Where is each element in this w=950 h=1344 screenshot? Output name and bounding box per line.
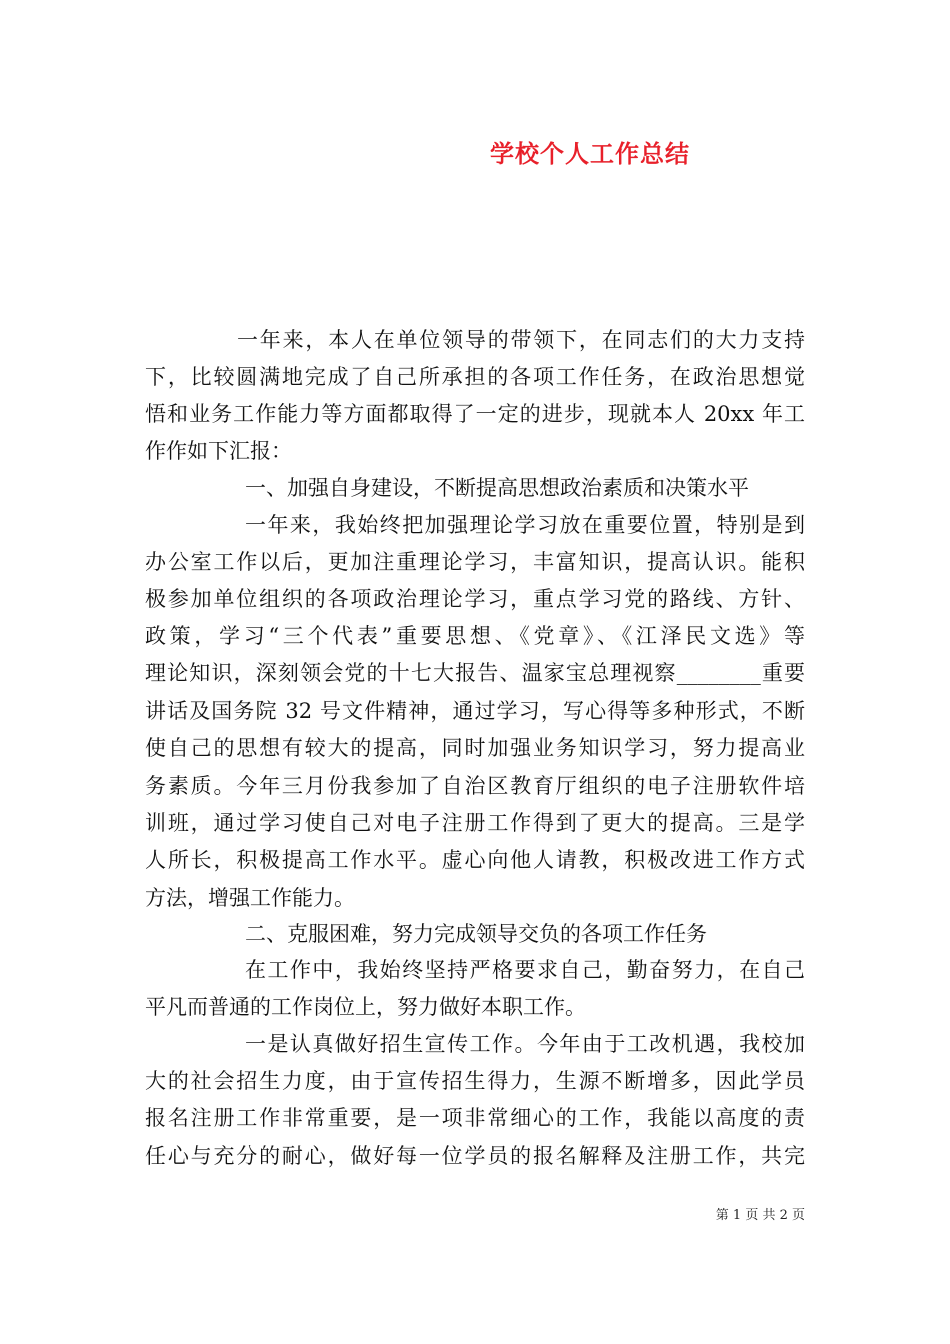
- section-heading: 一、加强自身建设，不断提高思想政治素质和决策水平: [245, 476, 749, 500]
- paragraph-line: 大的社会招生力度，由于宣传招生得力，生源不断增多，因此学员: [145, 1069, 805, 1093]
- paragraph-line: 方法，增强工作能力。: [145, 886, 355, 910]
- paragraph-line: 政策，学习“三个代表”重要思想、《党章》、《江泽民文选》等: [145, 624, 805, 648]
- paragraph-line: 办公室工作以后，更加注重理论学习，丰富知识，提高认识。能积: [145, 550, 805, 574]
- paragraph-line: 理论知识，深刻领会党的十七大报告、温家宝总理视察________重要: [145, 661, 805, 685]
- paragraph-line: 下，比较圆满地完成了自己所承担的各项工作任务，在政治思想觉: [145, 365, 805, 389]
- section-heading: 二、克服困难，努力完成领导交负的各项工作任务: [245, 922, 707, 946]
- paragraph-line: 报名注册工作非常重要，是一项非常细心的工作，我能以高度的责: [145, 1106, 805, 1130]
- paragraph-line: 一是认真做好招生宣传工作。今年由于工改机遇，我校加: [245, 1032, 805, 1056]
- paragraph-line: 一年来，本人在单位领导的带领下，在同志们的大力支持: [237, 328, 805, 352]
- paragraph-line: 作作如下汇报：: [145, 439, 292, 463]
- paragraph-line: 极参加单位组织的各项政治理论学习，重点学习党的路线、方针、: [145, 587, 805, 611]
- paragraph-line: 任心与充分的耐心，做好每一位学员的报名解释及注册工作，共完: [145, 1144, 805, 1168]
- paragraph-line: 人所长，积极提高工作水平。虚心向他人请教，积极改进工作方式: [145, 848, 805, 872]
- paragraph-line: 在工作中，我始终坚持严格要求自己，勤奋努力，在自己: [245, 958, 805, 982]
- paragraph-line: 悟和业务工作能力等方面都取得了一定的进步，现就本人 20xx 年工: [145, 402, 805, 426]
- document-title: 学校个人工作总结: [490, 139, 690, 168]
- paragraph-line: 一年来，我始终把加强理论学习放在重要位置，特别是到: [245, 513, 805, 537]
- page-number: 第 1 页 共 2 页: [715, 1208, 805, 1223]
- paragraph-line: 务素质。今年三月份我参加了自治区教育厅组织的电子注册软件培: [145, 774, 805, 798]
- paragraph-line: 平凡而普通的工作岗位上，努力做好本职工作。: [145, 995, 586, 1019]
- paragraph-line: 训班，通过学习使自己对电子注册工作得到了更大的提高。三是学: [145, 811, 805, 835]
- paragraph-line: 使自己的思想有较大的提高，同时加强业务知识学习，努力提高业: [145, 736, 805, 760]
- paragraph-line: 讲话及国务院 32 号文件精神，通过学习，写心得等多种形式，不断: [145, 699, 805, 723]
